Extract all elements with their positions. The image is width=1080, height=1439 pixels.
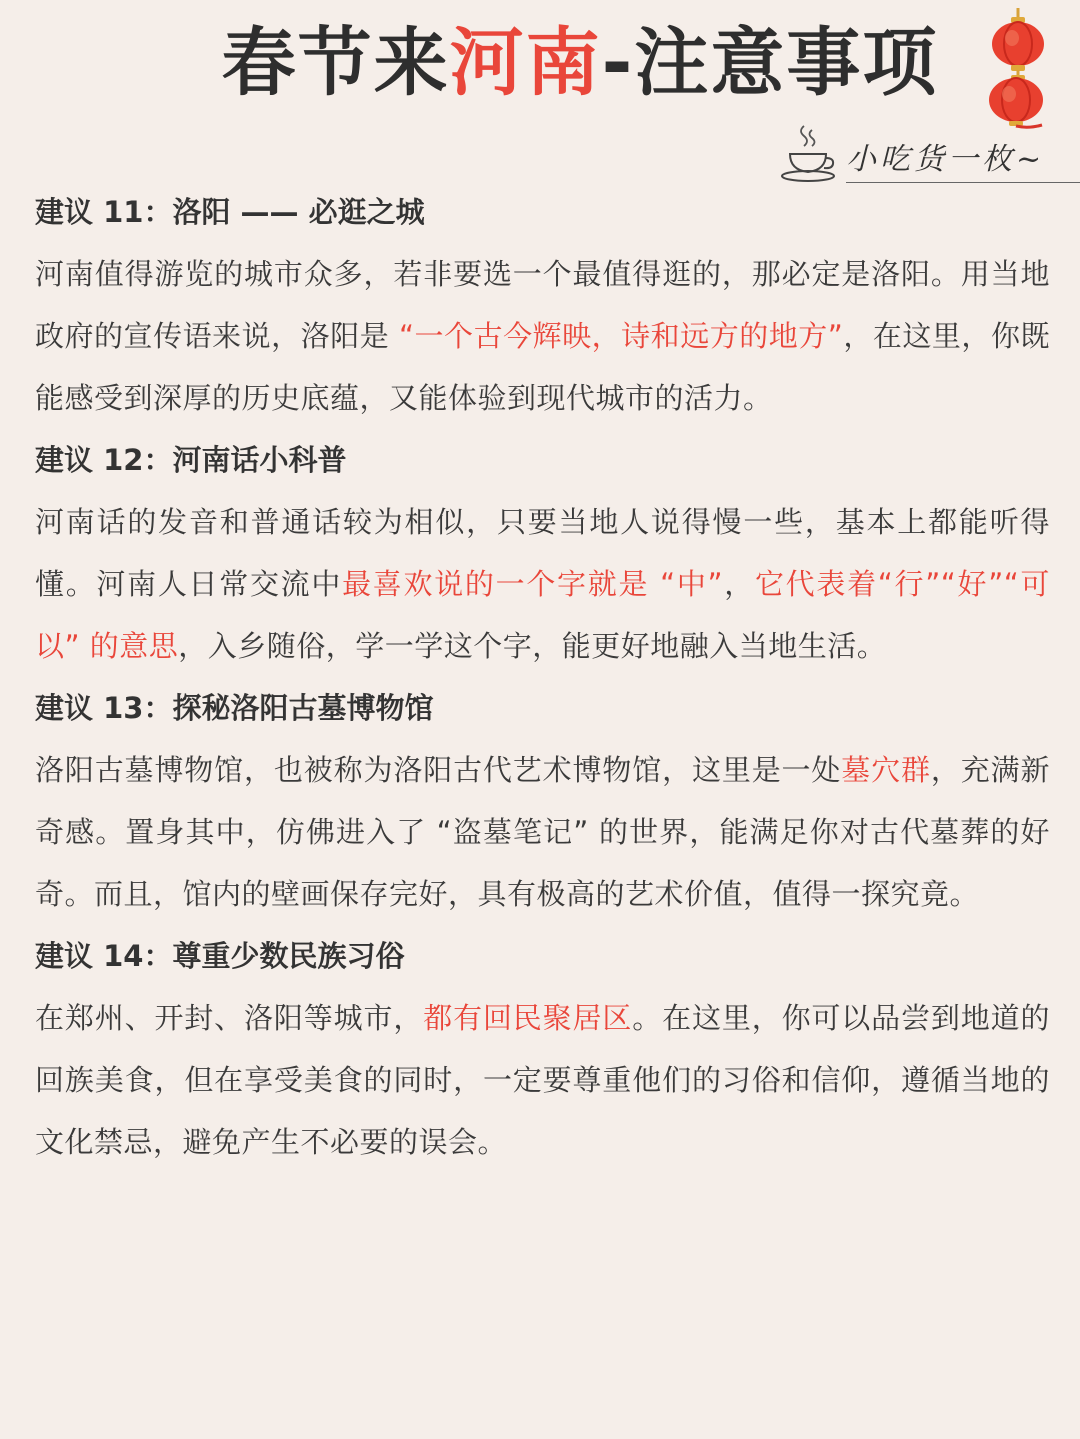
body-text: 河南值得游览的城市众多，若非要选一个最值得逛的，那必定是洛阳。用当地政府的宣传语来说，洛阳是 <box>35 257 1050 353</box>
body-text: 河南话的发音和普通话较为相似，只要当地人说得慢一些，基本上都能听得懂。河南人日常交流中 <box>35 505 1050 601</box>
body-text: ，充满新奇感。置身其中，仿佛进入了 “盗墓笔记” 的世界，能满足你对古代墓葬的好奇。而且，馆内的壁画保存完好，具有极高的艺术价值，值得一探究竟。 <box>35 753 1050 911</box>
title-part1: 春节来 <box>221 20 450 106</box>
body-text: 。在这里，你可以品尝到地道的回族美食，但在享受美食的同时，一定要尊重他们的习俗和信仰，遵循当地的文化禁忌，避免产生不必要的误会。 <box>35 1001 1050 1159</box>
section-body <box>35 243 1050 429</box>
coffee-cup-icon <box>780 120 836 186</box>
highlight-text: “一个古今辉映，诗和远方的地方” <box>398 319 844 353</box>
section-body <box>35 739 1050 925</box>
highlight-text: 最喜欢说的一个字就是 “中” <box>342 567 724 601</box>
article-content <box>35 181 1050 1173</box>
page-title <box>0 18 1080 108</box>
section-heading: 建议 11：洛阳 —— 必逛之城 <box>35 195 425 229</box>
highlight-text: 墓穴群 <box>841 753 931 787</box>
signature <box>780 120 1080 186</box>
section-12 <box>35 429 1050 677</box>
section-11 <box>35 181 1050 429</box>
section-heading: 建议 13：探秘洛阳古墓博物馆 <box>35 691 434 725</box>
body-text: ，入乡随俗，学一学这个字，能更好地融入当地生活。 <box>178 629 887 663</box>
body-text: 洛阳古墓博物馆，也被称为洛阳古代艺术博物馆，这里是一处 <box>35 753 842 787</box>
section-heading: 建议 12：河南话小科普 <box>35 443 347 477</box>
body-text: 在郑州、开封、洛阳等城市， <box>35 1001 424 1035</box>
title-part2: -注意事项 <box>601 20 939 106</box>
highlight-text: 它代表着“行”“好”“可以” 的意思 <box>35 567 1050 663</box>
highlight-text: 都有回民聚居区 <box>423 1001 633 1035</box>
section-14 <box>35 925 1050 1173</box>
title-highlight: 河南 <box>449 20 602 106</box>
body-text: ，在这里，你既能感受到深厚的历史底蕴，又能体验到现代城市的活力。 <box>35 319 1050 415</box>
section-body <box>35 987 1050 1173</box>
section-13 <box>35 677 1050 925</box>
signature-text: 小吃货一枚~ <box>846 142 1046 177</box>
section-body <box>35 491 1050 677</box>
section-heading: 建议 14：尊重少数民族习俗 <box>35 939 405 973</box>
body-text: ， <box>723 567 755 601</box>
lantern-icon <box>982 8 1054 130</box>
